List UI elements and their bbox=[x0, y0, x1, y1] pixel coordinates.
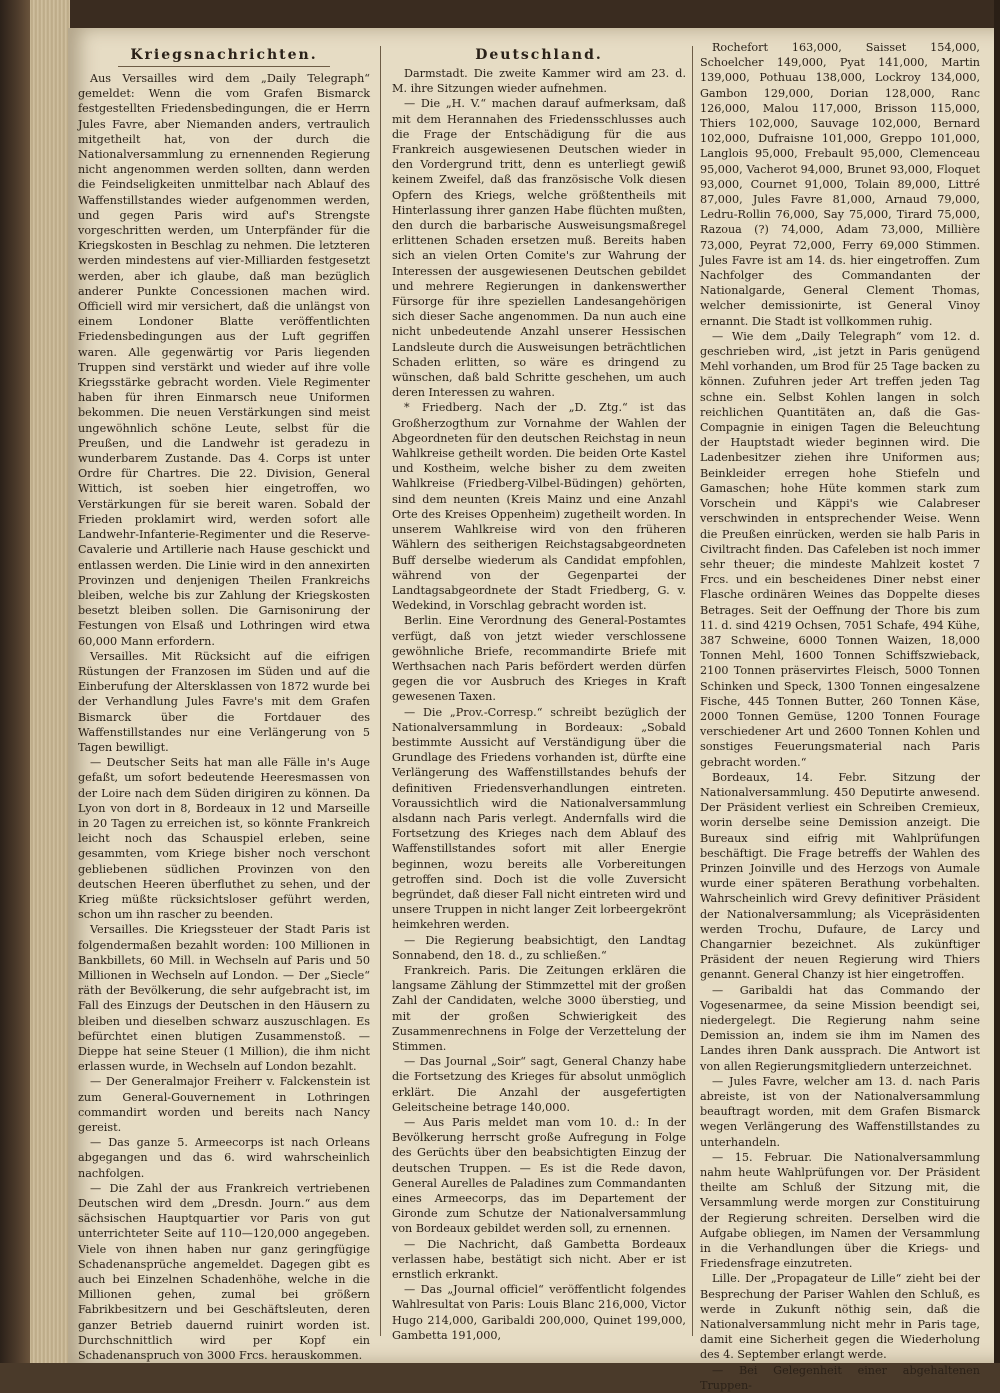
article-paragraph: — Das „Journal officiel“ veröffentlicht folgendes Wahlresultat von Paris: Louis Blanc 216,000, Victor Hugo 214,000, Garibaldi 200,000, Quinet 199,000, Gambetta 191,000, bbox=[392, 1283, 686, 1342]
column-divider bbox=[380, 46, 381, 1336]
article-paragraph: Berlin. Eine Verordnung des General-Postamtes verfügt, daß von jetzt wieder verschlossene gewöhnliche Briefe, recommandirte Briefe mit Werthsachen nach Paris befördert werden dürfen gegen die vor Ausbruch des Krieges in Kraft gewesenen Taxen. bbox=[392, 614, 686, 704]
article-paragraph: — Der Generalmajor Freiherr v. Falckenstein ist zum General-Gouvernement in Lothringen commandirt worden und bereits nach Nancy gereist. bbox=[78, 1075, 370, 1135]
article-paragraph: — Die Zahl der aus Frankreich vertriebenen Deutschen wird dem „Dresdn. Journ.“ aus dem sächsischen Hauptquartier vor Paris von gut unterrichteter Seite auf 110—120,000 angegeben. Viele von ihnen haben nur ganz geringfügige Schadenansprüche angemeldet. Dagegen gibt es auch bei Einzelnen Schadenhöhe, welche in die Millionen gehen, zumal bei größern Fabrikbesitzern und bei Geschäftsleuten, deren ganzer Betrieb dauernd ruinirt worden ist. Durchschnittlich wird per Kopf ein Schadenanspruch von 3000 Frcs. herauskommen. bbox=[78, 1181, 370, 1363]
newspaper-page bbox=[68, 28, 1000, 1392]
column-war-news bbox=[78, 46, 370, 1363]
article-paragraph: — Bei Gelegenheit einer abgehaltenen Truppen- bbox=[700, 1363, 980, 1392]
scan-right-edge bbox=[994, 0, 1000, 1363]
column-divider bbox=[692, 46, 693, 1336]
article-paragraph: Bordeaux, 14. Febr. Sitzung der Nationalversammlung. 450 Deputirte anwesend. Der Präsident verliest ein Schreiben Cremieux, worin derselbe seine Demission anzeigt. Die Bureaux sind eifrig mit Wahlprüfungen beschäftigt. Die Frage betreffs der Wahlen des Prinzen Joinville und des Herzogs von Aumale wurde einer späteren Berathung vorbehalten. Wahrscheinlich wird Grevy definitiver Präsident der Nationalversammlung; als Vicepräsidenten werden Trochu, Dufaure, de Larcy und Changarnier bezeichnet. Als zukünftiger Präsident der neuen Regierung wird Thiers genannt. General Chanzy ist hier eingetroffen. bbox=[700, 770, 980, 982]
article-paragraph: — Aus Paris meldet man vom 10. d.: In der Bevölkerung herrscht große Aufregung in Folge des Gerüchts über den beabsichtigten Einzug der deutschen Truppen. — Es ist die Rede davon, General Aurelles de Paladines zum Commandanten eines Armeecorps, das im Departement der Gironde zum Schutze der Nationalversammlung von Bordeaux gebildet werden soll, zu ernennen. bbox=[392, 1116, 686, 1236]
article-paragraph: — Garibaldi hat das Commando der Vogesenarmee, da seine Mission beendigt sei, niedergelegt. Die Regierung nahm seine Demission an, indem sie ihm im Namen des Landes ihren Dank aussprach. Die Antwort ist von allen Regierungsmitgliedern unterzeichnet. bbox=[700, 983, 980, 1073]
column-france-continued bbox=[700, 40, 980, 1392]
article-paragraph: — Die Nachricht, daß Gambetta Bordeaux verlassen habe, bestätigt sich nicht. Aber er ist ernstlich erkrankt. bbox=[392, 1237, 686, 1282]
book-binding bbox=[0, 0, 30, 1363]
article-paragraph: Frankreich. Paris. Die Zeitungen erklären die langsame Zählung der Stimmzettel mit der großen Zahl der Candidaten, welche 3000 überstieg, und mit der großen Schwierigkeit des Zusammenrechnens in Folge der Verzettelung der Stimmen. bbox=[392, 963, 686, 1053]
article-paragraph: Aus Versailles wird dem „Daily Telegraph“ gemeldet: Wenn die vom Grafen Bismarck festgestellten Friedensbedingungen, die er Herrn Jules Favre, aber Niemanden anders, vertraulich mitgetheilt hat, von der durch die Nationalversammlung zu ernennenden Regierung nicht angenommen werden sollten, dann werden die Feindseligkeiten unmittelbar nach Ablauf des Waffenstillstandes wieder aufgenommen werden, und gegen Paris wird auf's Strengste vorgeschritten werden, um Unterpfänder für die Kriegskosten in Beschlag zu nehmen. Die letzteren werden mindestens auf vier-Milliarden festgesetzt werden, aber ich glaube, daß man bezüglich anderer Punkte Concessionen machen wird. Officiell wird mir versichert, daß die unlängst von einem Londoner Blatte veröffentlichten Friedensbedingungen aus der Luft gegriffen waren. Alle gegenwärtig vor Paris liegenden Truppen sind verstärkt und wieder auf ihre volle Kriegsstärke gebracht worden. Viele Regimenter haben für ihren Einmarsch neue Uniformen bekommen. Die neuen Verstärkungen sind meist ungewöhnlich schöne Leute, selbst für die Preußen, und die Landwehr ist geradezu in wunderbarem Zustande. Das 4. Corps ist unter Ordre für Chartres. Die 22. Division, General Wittich, ist soeben hier eingetroffen, wo Verstärkungen für sie bereit waren. Sobald der Frieden proklamirt wird, werden sofort alle Landwehr-Infanterie-Regimenter und die Reserve-Cavalerie und Artillerie nach Hause geschickt und entlassen werden. Die Linie wird in den annexirten Provinzen und denjenigen Theilen Frankreichs bleiben, welche bis zur Zahlung der Kriegskosten besetzt bleiben sollen. Die Garnisonirung der Festungen von Elsaß und Lothringen wird etwa 60,000 Mann erfordern. bbox=[78, 72, 370, 648]
article-paragraph: — Das ganze 5. Armeecorps ist nach Orleans abgegangen und das 6. wird wahrscheinlich nachfolgen. bbox=[78, 1136, 370, 1180]
page-edges bbox=[30, 0, 70, 1363]
article-paragraph: Versailles. Mit Rücksicht auf die eifrigen Rüstungen der Franzosen im Süden und auf die Einberufung der Altersklassen von 1872 wurde bei der Verhandlung Jules Favre's mit dem Grafen Bismarck über die Fortdauer des Waffenstillstandes nur eine Verlängerung von 5 Tagen bewilligt. bbox=[78, 649, 370, 754]
article-paragraph: — 15. Februar. Die Nationalversammlung nahm heute Wahlprüfungen vor. Der Präsident theilte am Schluß der Sitzung mit, die Versammlung werde morgen zur Constituirung der Regierung schreiten. Derselben wird die Aufgabe obliegen, im Namen der Versammlung in die Verhandlungen über die Kriegs- und Friedensfrage einzutreten. bbox=[700, 1150, 980, 1271]
article-paragraph: Darmstadt. Die zweite Kammer wird am 23. d. M. ihre Sitzungen wieder aufnehmen. bbox=[392, 67, 686, 96]
heading-deutschland: Deutschland. bbox=[475, 47, 603, 63]
article-paragraph: — Die Regierung beabsichtigt, den Landtag Sonnabend, den 18. d., zu schließen.“ bbox=[392, 933, 686, 962]
article-paragraph: Lille. Der „Propagateur de Lille“ zieht bei der Besprechung der Pariser Wahlen den Schluß, es werde in Zukunft nöthig sein, daß die Nationalversammlung nicht mehr in Paris tage, damit eine Sicherheit gegen die Wiederholung des 4. September erlangt werde. bbox=[700, 1272, 980, 1362]
article-paragraph: — Das Journal „Soir“ sagt, General Chanzy habe die Fortsetzung des Krieges für absolut unmöglich erklärt. Die Anzahl der ausgefertigten Geleitscheine betrage 140,000. bbox=[392, 1055, 686, 1114]
column-germany bbox=[392, 46, 686, 1344]
article-paragraph: * Friedberg. Nach der „D. Ztg.“ ist das Großherzogthum zur Vornahme der Wahlen der Abgeordneten für den deutschen Reichstag in neun Wahlkreise getheilt worden. Die beiden Orte Kastel und Kostheim, welche bisher zu dem zweiten Wahlkreise (Friedberg-Vilbel-Büdingen) gehörten, sind dem neunten (Kreis Mainz und eine Anzahl Orte des Kreises Oppenheim) zugetheilt worden. In unserem Wahlkreise wird von den früheren Wählern des seitherigen Reichstagsabgeordneten Buff derselbe wiederum als Candidat empfohlen, während von der Gegenpartei der Landtagsabgeordnete der Stadt Friedberg, G. v. Wedekind, in Vorschlag gebracht worden ist. bbox=[392, 401, 686, 613]
article-paragraph: Versailles. Die Kriegssteuer der Stadt Paris ist folgendermaßen bezahlt worden: 100 Millionen in Bankbillets, 60 Mill. in Wechseln auf Paris und 50 Millionen in Wechseln auf London. — Der „Siecle“ räth der Bevölkerung, die sehr aufgebracht ist, im Fall des Einzugs der Deutschen in den Häusern zu bleiben und dieselben schwarz auszuschlagen. Es befürchtet einen blutigen Zusammenstoß. — Dieppe hat seine Steuer (1 Million), die ihm nicht erlassen wurde, in Wechseln auf London bezahlt. bbox=[78, 923, 370, 1074]
article-paragraph: — Die „Prov.-Corresp.“ schreibt bezüglich der Nationalversammlung in Bordeaux: „Sobald bestimmte Aussicht auf Verständigung über die Grundlage des Friedens vorhanden ist, dürfte eine Verlängerung des Waffenstillstandes behufs der definitiven Friedensverhandlungen eintreten. Voraussichtlich wird die Nationalversammlung alsdann nach Paris verlegt. Andernfalls wird die Fortsetzung des Krieges nach dem Ablauf des Waffenstillstandes sofort mit aller Energie beginnen, wozu bereits alle Vorbereitungen getroffen sind. Doch ist die volle Zuversicht begründet, daß dieser Fall nicht eintreten wird und unsere Truppen in nicht langer Zeit lorbeergekrönt heimkehren werden. bbox=[392, 705, 686, 932]
heading-kriegsnachrichten: Kriegsnachrichten. bbox=[130, 47, 318, 63]
article-paragraph: — Wie dem „Daily Telegraph“ vom 12. d. geschrieben wird, „ist jetzt in Paris genügend Mehl vorhanden, um Brod für 25 Tage backen zu können. Zufuhren jeder Art treffen jeden Tag schne ein. Selbst Kohlen langen in solch reichlichen Quantitäten an, daß die Gas-Compagnie in einigen Tagen die Beleuchtung der Hauptstadt wieder beginnen wird. Die Ladenbesitzer ziehen ihre Uniformen aus; Beinkleider erregen hohe Stiefeln und Gamaschen; hohe Hüte kommen stark zum Vorschein und Käppi's wie Calabreser verschwinden in entsprechender Weise. Wenn die Preußen einrücken, werden sie halb Paris in Civiltracht finden. Das Cafeleben ist noch immer sehr theuer; die mindeste Mahlzeit kostet 7 Frcs. und ein bescheidenes Diner nebst einer Flasche ordinären Weines das Doppelte dieses Betrages. Seit der Oeffnung der Thore bis zum 11. d. sind 4219 Ochsen, 7051 Schafe, 494 Kühe, 387 Schweine, 6000 Tonnen Waizen, 18,000 Tonnen Mehl, 1600 Tonnen Schiffszwieback, 2100 Tonnen präservirtes Fleisch, 5000 Tonnen Schinken und Speck, 1300 Tonnen eingesalzene Fische, 445 Tonnen Butter, 260 Tonnen Käse, 2000 Tonnen Gemüse, 1200 Tonnen Fourage verschiedener Art und 2600 Tonnen Kohlen und sonstiges Feuerungsmaterial nach Paris gebracht worden.“ bbox=[700, 329, 980, 769]
article-paragraph: — Die „H. V.“ machen darauf aufmerksam, daß mit dem Herannahen des Friedensschlusses auch die Frage der Entschädigung für die aus Frankreich ausgewiesenen Deutschen wieder in den Vordergrund tritt, denn es unterliegt gewiß keinem Zweifel, daß das französische Volk diesen Opfern des Kriegs, welche größtentheils mit Hinterlassung ihrer ganzen Habe flüchten mußten, den durch die barbarische Ausweisungsmaßregel erlittenen Schaden ersetzen muß. Bereits haben sich an vielen Orten Comite's zur Wahrung der Interessen der ausgewiesenen Deutschen gebildet und mehrere Regierungen in dankenswerther Fürsorge für ihre speziellen Landesangehörigen sich dieser Sache angenommen. Da nun auch eine nicht unbedeutende Anzahl unserer Hessischen Landsleute durch die Ausweisungen beträchtlichen Schaden erlitten, so wäre es dringend zu wünschen, daß bald Schritte geschehen, um auch deren Interessen zu wahren. bbox=[392, 97, 686, 400]
article-paragraph: Rochefort 163,000, Saisset 154,000, Schoelcher 149,000, Pyat 141,000, Martin 139,000, Pothuau 138,000, Lockroy 134,000, Gambon 129,000, Dorian 128,000, Ranc 126,000, Malou 117,000, Brisson 115,000, Thiers 102,000, Sauvage 102,000, Bernard 102,000, Dufraisne 101,000, Greppo 101,000, Langlois 95,000, Frebault 95,000, Clemenceau 95,000, Vacherot 94,000, Brunet 93,000, Floquet 93,000, Cournet 91,000, Tolain 89,000, Littré 87,000, Jules Favre 81,000, Arnaud 79,000, Ledru-Rollin 76,000, Say 75,000, Tirard 75,000, Razoua (?) 74,000, Adam 73,000, Millière 73,000, Peyrat 72,000, Ferry 69,000 Stimmen. Jules Favre ist am 14. ds. hier eingetroffen. Zum Nachfolger des Commandanten der Nationalgarde, General Clement Thomas, welcher demissionirte, ist General Vinoy ernannt. Die Stadt ist vollkommen ruhig. bbox=[700, 41, 980, 328]
article-paragraph: — Jules Favre, welcher am 13. d. nach Paris abreiste, ist von der Nationalversammlung beauftragt worden, mit dem Grafen Bismarck wegen Verlängerung des Waffenstillstandes zu unterhandeln. bbox=[700, 1074, 980, 1149]
heading-underline bbox=[118, 66, 330, 67]
article-paragraph: — Deutscher Seits hat man alle Fälle in's Auge gefaßt, um sofort bedeutende Heeresmassen von der Loire nach dem Süden dirigiren zu können. Da Lyon von dort in 8, Bordeaux in 12 und Marseille in 20 Tagen zu erreichen ist, so könnte Frankreich leicht noch das Schauspiel erleben, seine gesammten, vom Kriege bisher noch verschont gebliebenen südlichen Provinzen von den deutschen Heeren überfluthet zu sehen, und der Krieg müßte rücksichtsloser geführt werden, schon um ihn rascher zu beenden. bbox=[78, 756, 370, 922]
